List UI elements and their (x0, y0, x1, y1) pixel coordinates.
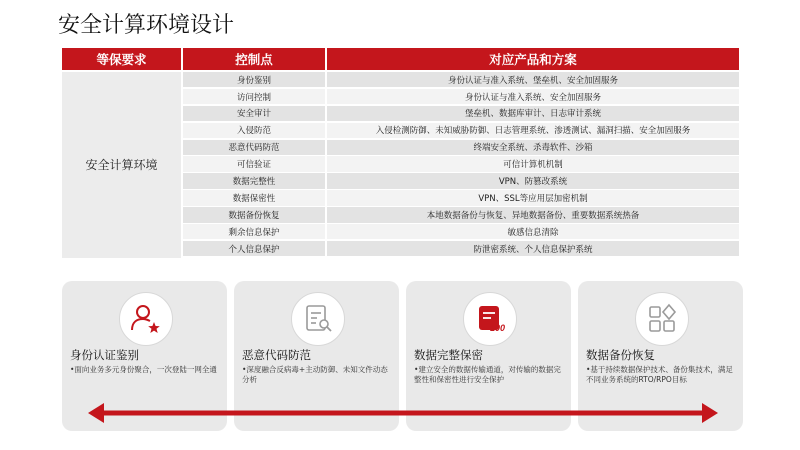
control-cell: 数据完整性 (183, 173, 325, 188)
table-row (183, 173, 739, 188)
control-cell: 恶意代码防范 (183, 140, 325, 155)
table-row (183, 106, 739, 121)
control-cell: 入侵防范 (183, 123, 325, 138)
table-row (183, 224, 739, 239)
card-desc: •基于持续数据保护技术、备份集技术，满足不同业务系统的RTO/RPO目标 (586, 365, 733, 384)
card-title: 身份认证鉴别 (70, 348, 139, 362)
solution-cell: VPN、SSL等应用层加密机制 (327, 190, 739, 205)
category-cell: 安全计算环境 (62, 72, 181, 258)
page-title: 安全计算环境设计 (58, 13, 235, 38)
solution-cell: 本地数据备份与恢复、异地数据备份、重要数据系统热备 (327, 207, 739, 222)
solution-cell: 入侵检测防御、未知威胁防御、日志管理系统、渗透测试、漏洞扫描、安全加固服务 (327, 123, 739, 138)
header-control-point: 控制点 (183, 48, 327, 70)
solution-cell: 可信计算机机制 (327, 156, 739, 171)
control-cell: 安全审计 (183, 106, 325, 121)
document-search-icon (291, 292, 345, 346)
control-cell: 剩余信息保护 (183, 224, 325, 239)
table-row (183, 72, 739, 87)
table-row (183, 123, 739, 138)
control-cell: 可信验证 (183, 156, 325, 171)
solution-cell: 身份认证与准入系统、堡垒机、安全加固服务 (327, 72, 739, 87)
solution-cell: 终端安全系统、杀毒软件、沙箱 (327, 140, 739, 155)
table-rows (183, 72, 739, 258)
solution-cell: 堡垒机、数据库审计、日志审计系统 (327, 106, 739, 121)
solution-cell: 敏感信息清除 (327, 224, 739, 239)
control-cell: 数据保密性 (183, 190, 325, 205)
control-cell: 个人信息保护 (183, 241, 325, 256)
solution-cell: VPN、防篡改系统 (327, 173, 739, 188)
card-desc: •深度融合反病毒+主动防御、未知文件动态分析 (242, 365, 388, 384)
header-solution: 对应产品和方案 (489, 52, 577, 67)
card-title: 数据备份恢复 (586, 348, 655, 362)
control-cell: 身份鉴别 (183, 72, 325, 87)
user-star-icon (119, 292, 173, 346)
requirements-table (62, 48, 739, 258)
table-row (183, 156, 739, 171)
card-title: 恶意代码防范 (242, 348, 311, 362)
table-body (62, 72, 739, 258)
table-row (183, 207, 739, 222)
table-row (183, 140, 739, 155)
table-header (62, 48, 739, 70)
card-desc: •建立安全的数据传输通道，对传输的数据完整性和保密性进行安全保护 (414, 365, 561, 384)
solution-cell: 身份认证与准入系统、安全加固服务 (327, 89, 739, 104)
svg-text:100: 100 (489, 323, 505, 333)
control-cell: 访问控制 (183, 89, 325, 104)
header-requirement: 等保要求 (62, 48, 183, 70)
table-row (183, 190, 739, 205)
card-desc: •面向业务多元身份聚合，一次登陆一网全通 (70, 365, 217, 374)
double-arrow-icon (88, 401, 718, 425)
table-row (183, 89, 739, 104)
document-100-icon (463, 292, 517, 346)
apps-grid-icon (635, 292, 689, 346)
table-row (183, 241, 739, 256)
control-cell: 数据备份恢复 (183, 207, 325, 222)
card-title: 数据完整保密 (414, 348, 483, 362)
solution-cell: 防泄密系统、个人信息保护系统 (327, 241, 739, 256)
